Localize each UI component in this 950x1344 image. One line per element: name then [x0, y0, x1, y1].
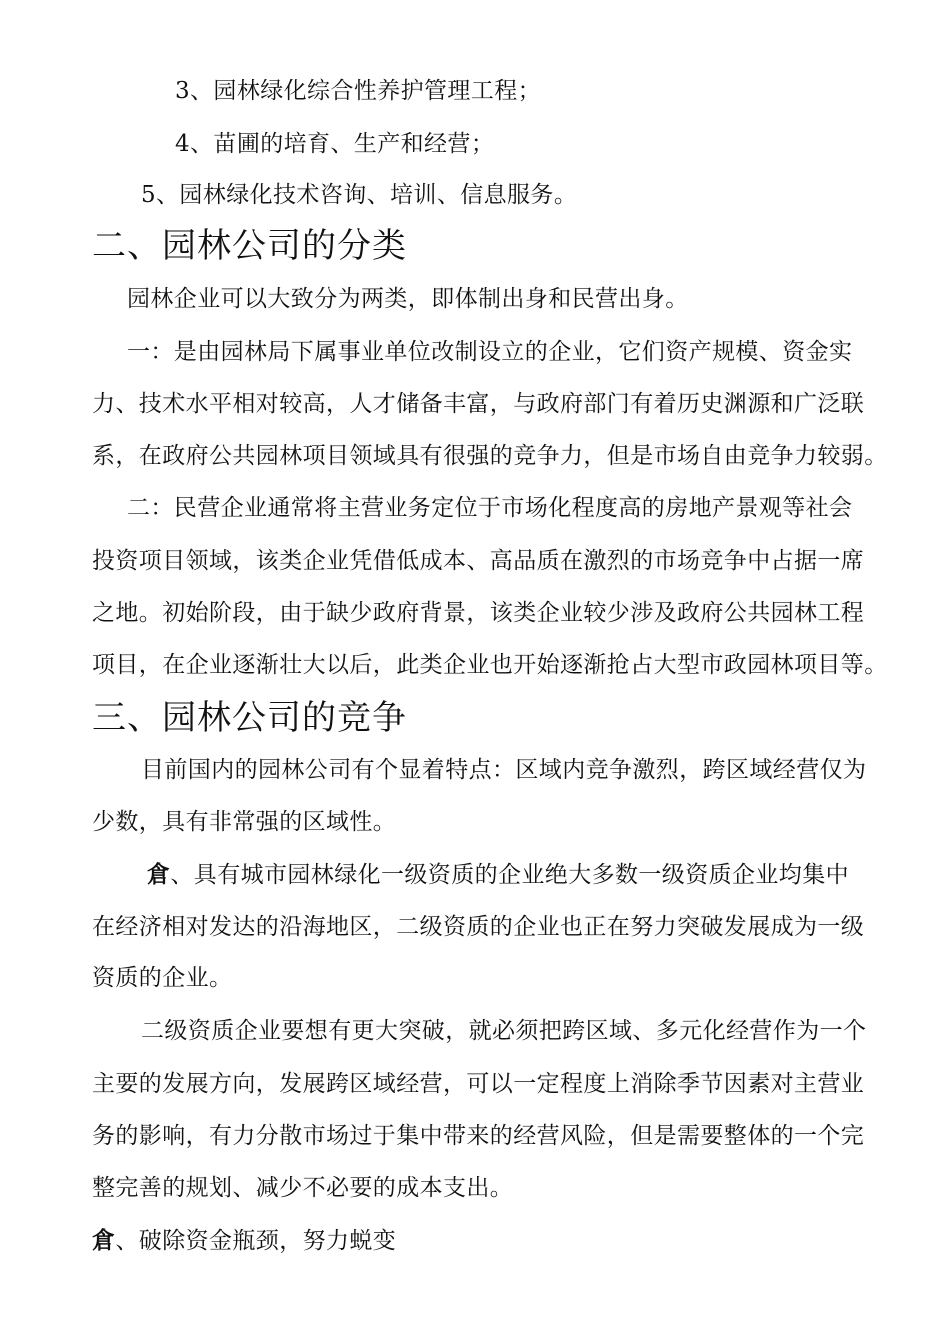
list-item-4: 4、苗圃的培育、生产和经营；: [175, 131, 495, 157]
competition-para1-line-2: 少数，具有非常强的区域性。: [92, 809, 397, 835]
competition-para3-line-2: 主要的发展方向，发展跨区域经营，可以一定程度上消除季节因素对主营业: [92, 1071, 865, 1097]
final-item: [92, 1226, 396, 1256]
section-heading-classification: 二、园林公司的分类: [92, 226, 407, 266]
competition-para3-line-3: 务的影响，有力分散市场过于集中带来的经营风险，但是需要整体的一个完: [92, 1123, 865, 1149]
type2-line-1: 二：民营企业通常将主营业务定位于市场化程度高的房地产景观等社会: [127, 495, 853, 521]
para2-first-text: 、具有城市园林绿化一级资质的企业绝大多数一级资质企业均集中: [170, 862, 850, 888]
classification-intro: 园林企业可以大致分为两类，即体制出身和民营出身。: [127, 286, 689, 312]
final-text: 、破除资金瓶颈，努力蜕变: [115, 1228, 397, 1254]
para2-marker: 倉: [147, 861, 171, 888]
competition-para1-line-1: 目前国内的园林公司有个显着特点：区域内竞争激烈，跨区域经营仅为: [141, 757, 867, 783]
type1-line-2: 力、技术水平相对较高，人才储备丰富，与政府部门有着历史渊源和广泛联: [92, 391, 865, 417]
competition-para3-line-4: 整完善的规划、减少不必要的成本支出。: [92, 1175, 514, 1201]
type2-line-4: 项目，在企业逐渐壮大以后，此类企业也开始逐渐抢占大型市政园林项目等。: [92, 652, 888, 678]
competition-para2-line-2: 在经济相对发达的沿海地区，二级资质的企业也正在努力突破发展成为一级: [92, 914, 865, 940]
type2-line-3: 之地。初始阶段，由于缺少政府背景，该类企业较少涉及政府公共园林工程: [92, 600, 865, 626]
type1-line-1: 一：是由园林局下属事业单位改制设立的企业，它们资产规模、资金实: [127, 339, 853, 365]
type1-line-3: 系，在政府公共园林项目领域具有很强的竞争力，但是市场自由竞争力较弱。: [92, 443, 888, 469]
type2-line-2: 投资项目领域，该类企业凭借低成本、高品质在激烈的市场竞争中占据一席: [92, 548, 865, 574]
competition-para2-line-1: [147, 860, 849, 890]
competition-para3-line-1: 二级资质企业要想有更大突破，就必须把跨区域、多元化经营作为一个: [141, 1018, 867, 1044]
section-heading-competition: 三、园林公司的竞争: [92, 698, 407, 738]
list-item-3: 3、园林绿化综合性养护管理工程；: [175, 78, 542, 104]
final-marker: 倉: [92, 1227, 116, 1254]
list-item-5: 5、园林绿化技术咨询、培训、信息服务。: [141, 182, 578, 208]
competition-para2-line-3: 资质的企业。: [92, 965, 233, 991]
